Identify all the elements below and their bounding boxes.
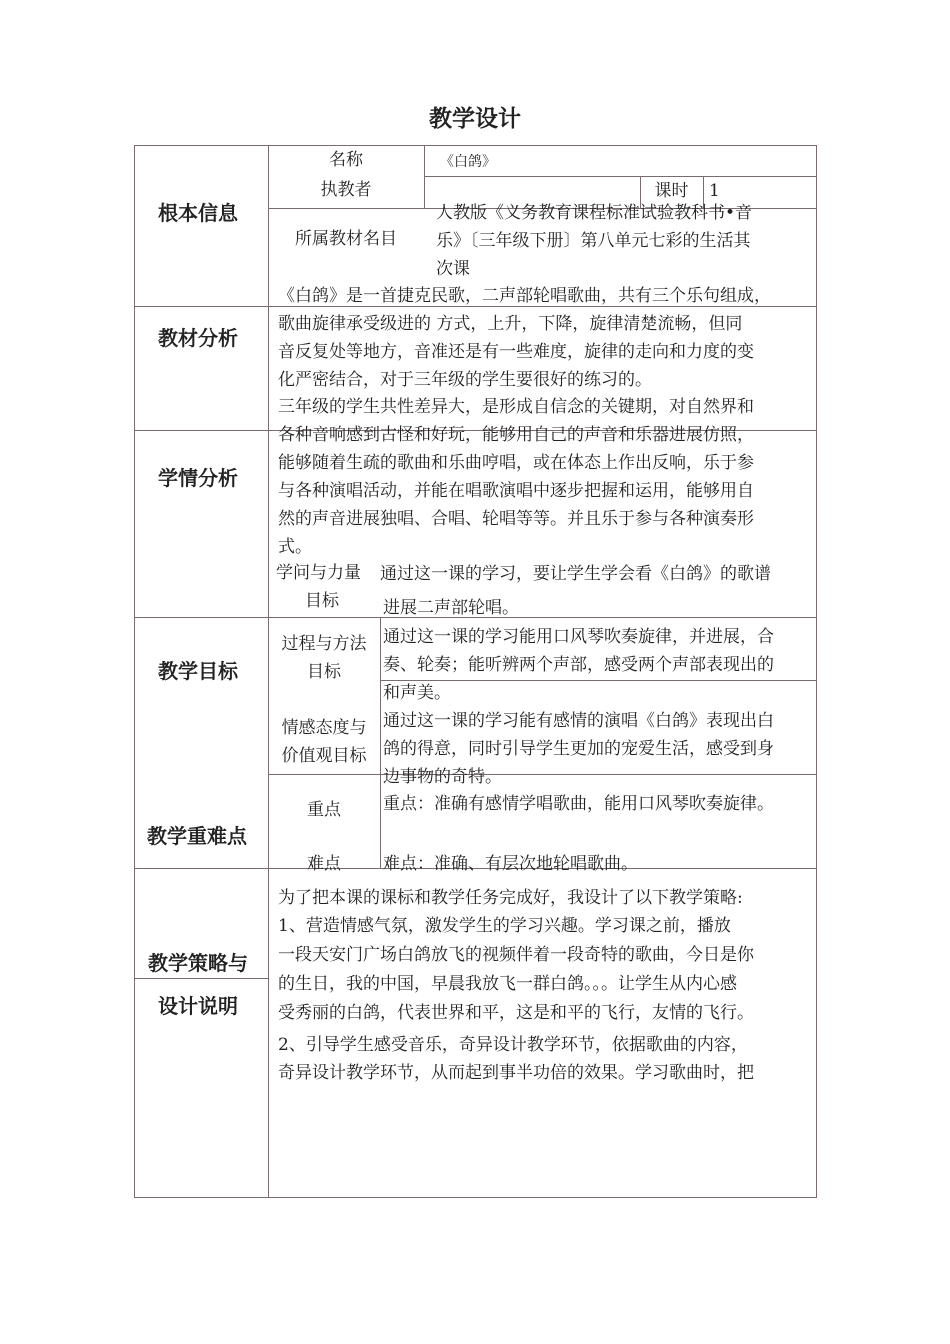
process-label: 过程与方法 — [281, 634, 367, 654]
students-line: 能够随着生疏的歌曲和乐曲哼唱，或在体态上作出反响，乐于参 — [278, 453, 754, 473]
basic-info-header: 根本信息 — [158, 201, 238, 225]
process-text: 奏、轮奏；能听辨两个声部，感受两个声部表现出的 — [383, 655, 774, 675]
material-line: 歌曲旋律承受级进的 方式，上升，下降，旋律清楚流畅，但同 — [278, 314, 743, 334]
process-label: 目标 — [307, 662, 341, 682]
students-header: 学情分析 — [158, 466, 238, 490]
textbook-line: 次课 — [436, 259, 470, 279]
difficulty-text: 难点：准确、有层次地轮唱歌曲。 — [383, 854, 638, 874]
page-title: 教学设计 — [429, 106, 521, 132]
material-line: 化严密结合，对于三年级的学生要很好的练习的。 — [278, 370, 652, 390]
knowledge-label: 目标 — [305, 591, 339, 611]
hours-label: 课时 — [654, 181, 689, 201]
emotion-text: 通过这一课的学习能有感情的演唱《白鸽》表现出白 — [383, 711, 774, 731]
emotion-text: 边事物的奇特。 — [383, 767, 502, 787]
process-text: 和声美。 — [383, 683, 451, 703]
material-header: 教材分析 — [158, 326, 238, 350]
students-line: 与各种演唱活动，并能在唱歌演唱中逐步把握和运用，能够用自 — [278, 481, 754, 501]
strategy-line: 受秀丽的白鸽，代表世界和平，这是和平的飞行，友情的飞行。 — [278, 1003, 754, 1023]
strategy-line: 2、引导学生感受音乐，奇异设计教学环节，依据歌曲的内容， — [278, 1035, 748, 1055]
textbook-label: 所属教材名目 — [295, 229, 397, 249]
keypoints-header: 教学重难点 — [147, 824, 247, 848]
key-label: 重点 — [307, 800, 341, 820]
hours-value: 1 — [709, 181, 720, 201]
textbook-line: 乐》〔三年级下册〕第八单元七彩的生活其 — [436, 231, 751, 251]
knowledge-label: 学问与力量 — [276, 563, 361, 583]
students-line: 式。 — [278, 537, 312, 557]
students-line: 三年级的学生共性差异大，是形成自信念的关键期，对自然界和 — [278, 397, 754, 417]
students-line: 然的声音进展独唱、合唱、轮唱等等。并且乐于参与各种演奏形 — [278, 509, 754, 529]
strategy-header-2: 设计说明 — [158, 994, 238, 1018]
strategy-line: 1、营造情感气氛，激发学生的学习兴趣。学习课之前，播放 — [278, 916, 731, 936]
strategy-line: 奇异设计教学环节，从而起到事半功倍的效果。学习歌曲时，把 — [278, 1063, 754, 1083]
knowledge-text: 进展二声部轮唱。 — [383, 598, 519, 618]
process-text: 通过这一课的学习能用口风琴吹奏旋律，并进展，合 — [383, 627, 774, 647]
students-line: 各种音响感到古怪和好玩，能够用自己的声音和乐器进展仿照， — [278, 425, 754, 445]
material-line: 音反复处等地方，音准还是有一些难度，旋律的走向和力度的变 — [278, 342, 754, 362]
emotion-label: 价值观目标 — [281, 746, 367, 766]
emotion-label: 情感态度与 — [281, 718, 367, 738]
strategy-line: 一段天安门广场白鸽放飞的视频伴着一段奇特的歌曲，今日是你 — [278, 945, 754, 965]
emotion-text: 鸽的得意，同时引导学生更加的宠爱生活，感受到身 — [383, 739, 774, 759]
textbook-line: 人教版《义务教育课程标准试验教科书•音 — [436, 203, 753, 223]
difficulty-label: 难点 — [307, 854, 341, 874]
strategy-header: 教学策略与 — [148, 951, 248, 975]
material-line: 《白鸽》是一首捷克民歌，二声部轮唱歌曲，共有三个乐句组成， — [278, 286, 771, 306]
key-text: 重点：准确有感情学唱歌曲，能用口风琴吹奏旋律。 — [383, 794, 774, 814]
goals-header: 教学目标 — [158, 659, 238, 683]
name-label: 名称 — [329, 150, 363, 170]
strategy-line: 的生日，我的中国，早晨我放飞一群白鸽。。。让学生从内心感 — [278, 974, 737, 994]
name-value: 《白鸽》 — [440, 154, 496, 170]
strategy-line: 为了把本课的课标和教学任务完成好，我设计了以下教学策略: — [278, 888, 743, 908]
knowledge-text: 通过这一课的学习，要让学生学会看《白鸽》的歌谱 — [380, 564, 771, 584]
teacher-label: 执教者 — [320, 180, 372, 200]
